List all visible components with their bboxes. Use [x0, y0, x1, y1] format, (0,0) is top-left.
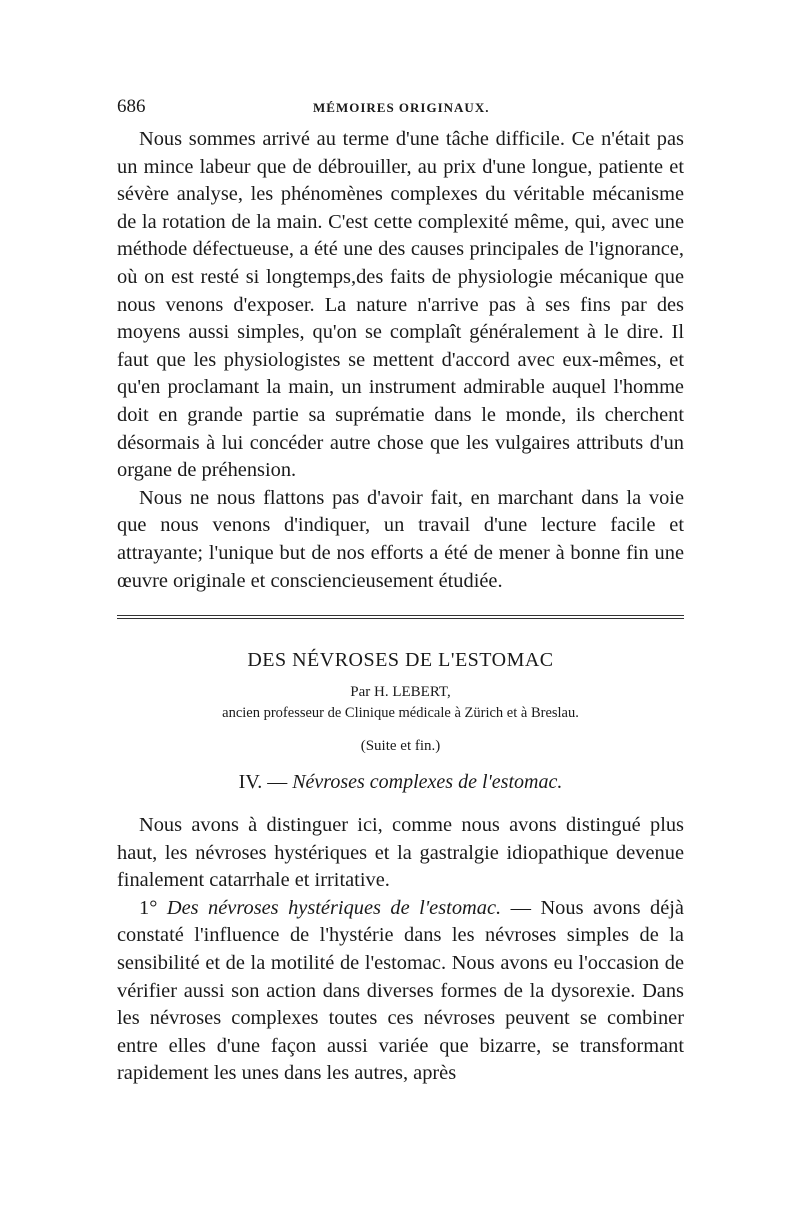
author-role: ancien professeur de Clinique médicale à Zürich et à Breslau. [222, 705, 579, 722]
paragraph-4-heading: Des névroses hystériques de l'estomac. [166, 896, 502, 919]
paragraph-4-text: — Nous avons déjà constaté l'influence de l'hystérie dans les névroses simples de la sensibilité et de la motilité de l'estomac. Nous avons eu l'occasion de vérifier aussi son action dans diverses formes de la dysorexie. Dans les névroses complexes toutes ces névroses peuvent se combiner entre elles d'une façon aussi variée que bizarre, se transformant rapidement les unes dans les autres, après [117, 896, 684, 1085]
running-title: MÉMOIRES ORIGINAUX. [313, 100, 490, 115]
continuation-note: (Suite et fin.) [360, 738, 441, 755]
paragraph-3: Nous avons à distinguer ici, comme nous avons distingué plus haut, les névroses hystériques et la gastralgie idiopathique devenue finalement catarrhale et irritative. [117, 814, 684, 892]
running-head [117, 96, 684, 122]
section-rule-bottom [117, 618, 684, 619]
section-heading [117, 771, 684, 794]
article-author: Par H. LEBERT, [350, 684, 451, 701]
paragraph-1: Nous sommes arrivé au terme d'une tâche difficile. Ce n'était pas un mince labeur que de débrouiller, au prix d'une longue, patiente et sévère analyse, les phénomènes complexes du véritable mécanisme de la rotation de la main. C'est cette complexité même, qui, avec une méthode défectueuse, a été une des causes principales de l'ignorance, où on est resté si longtemps,des faits de physiologie mécanique que nous venons d'exposer. La nature n'arrive pas à ses fins par des moyens aussi simples, qu'on se complaît généralement à le dire. Il faut que les physiologistes se mettent d'accord avec eux-mêmes, et qu'en proclamant la main, un instrument admirable auquel l'homme doit en grande partie sa suprématie dans le monde, ils cherchent désormais à lui concéder autre chose que les vulgaires attributs d'un organe de préhension. [117, 128, 684, 482]
book-page [117, 96, 684, 1088]
paragraph-4 [117, 895, 684, 1088]
section-title: Névroses complexes de l'estomac. [292, 771, 563, 794]
section-rule-top [117, 615, 684, 616]
page-number: 686 [117, 96, 146, 117]
section-number: IV. — [238, 771, 288, 794]
paragraph-4-number: 1° [139, 896, 158, 919]
paragraph-2: Nous ne nous flattons pas d'avoir fait, en marchant dans la voie que nous venons d'indiquer, un travail d'une lecture facile et attrayante; l'unique but de nos efforts a été de mener à bonne fin une œuvre originale et consciencieusement étudiée. [117, 486, 684, 592]
article-title: DES NÉVROSES DE L'ESTOMAC [247, 649, 554, 672]
